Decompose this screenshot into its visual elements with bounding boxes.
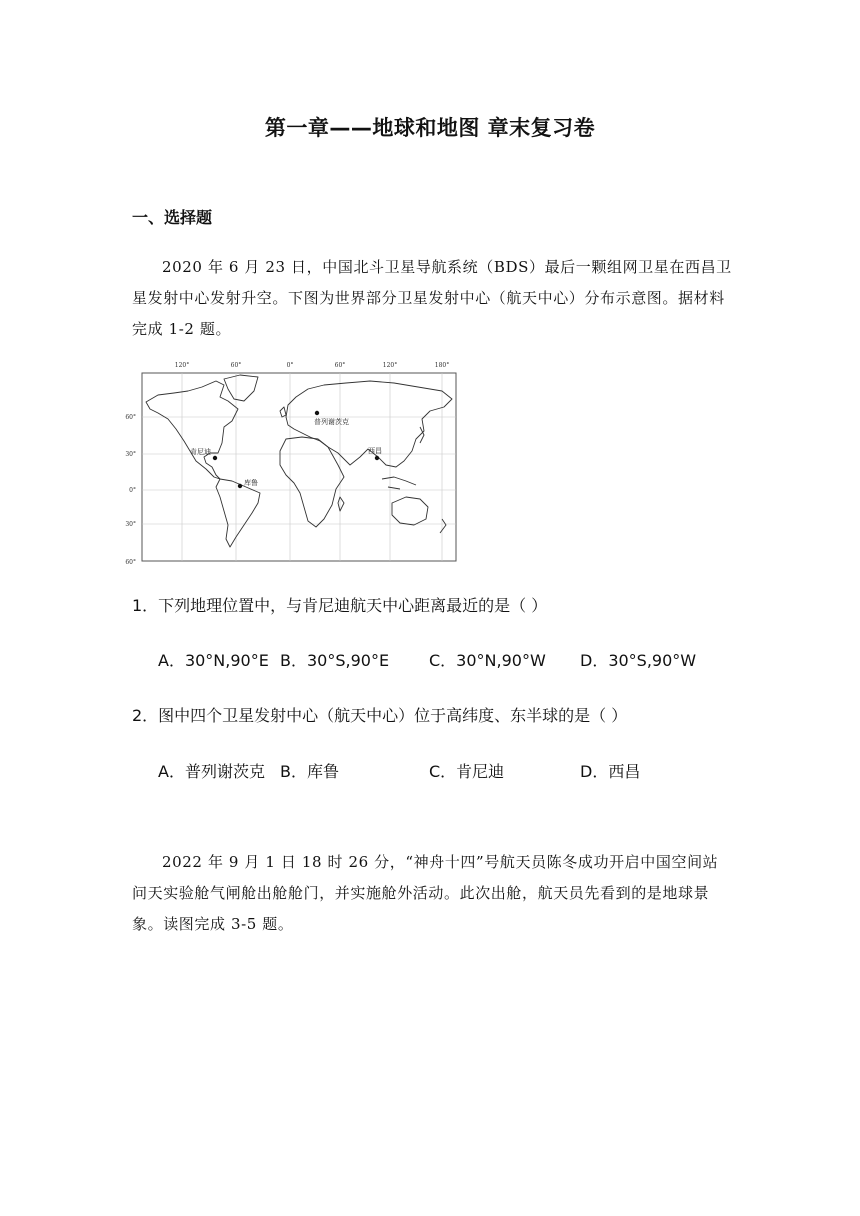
world-launch-sites-map: [124, 357, 460, 569]
section-heading: 一、选择题: [132, 208, 213, 227]
xichang-label: 西昌: [368, 447, 382, 455]
question-1: 1．下列地理位置中，与肯尼迪航天中心距离最近的是（ ）: [132, 596, 548, 615]
map-left-tick: 60°: [125, 414, 136, 421]
map-top-tick: 120°: [174, 362, 190, 369]
passage-1: 2020 年 6 月 23 日，中国北斗卫星导航系统（BDS）最后一颗组网卫星在西昌卫星发射中心发射升空。下图为世界部分卫星发射中心（航天中心）分布示意图。据材料完成 1-2 题。: [132, 258, 732, 338]
question-1-option-c[interactable]: C．30°N,90°W: [429, 651, 546, 670]
map-left-tick: 30°: [125, 521, 136, 528]
kourou-marker: [238, 484, 242, 488]
map-left-tick: 0°: [129, 487, 136, 494]
question-1-option-d[interactable]: D．30°S,90°W: [580, 651, 697, 670]
question-2-options: [158, 759, 758, 783]
map-left-tick: 60°: [125, 559, 136, 566]
kennedy-label: 肯尼迪: [190, 448, 211, 456]
question-1-options: [158, 648, 758, 672]
map-top-tick: 120°: [382, 362, 398, 369]
map-top-tick: 60°: [230, 362, 242, 369]
question-1-option-a[interactable]: A．30°N,90°E: [158, 651, 269, 670]
plesetsk-marker: [315, 411, 319, 415]
kennedy-marker: [213, 456, 217, 460]
question-1-option-b[interactable]: B．30°S,90°E: [280, 651, 390, 670]
question-2-option-a[interactable]: A．普列谢茨克: [158, 762, 265, 781]
question-2-option-b[interactable]: B．库鲁: [280, 762, 339, 781]
map-frame: [142, 373, 456, 561]
page-title: 第一章——地球和地图 章末复习卷: [264, 116, 596, 140]
plesetsk-label: 普列谢茨克: [314, 418, 349, 426]
xichang-marker: [375, 456, 379, 460]
question-2: 2．图中四个卫星发射中心（航天中心）位于高纬度、东半球的是（ ）: [132, 706, 628, 725]
passage-2: 2022 年 9 月 1 日 18 时 26 分，“神舟十四”号航天员陈冬成功开启中国空间站问天实验舱气闸舱出舱舱门，并实施舱外活动。此次出舱，航天员先看到的是地球景象。读图完成 3-5 题。: [132, 853, 719, 933]
kourou-label: 库鲁: [244, 479, 258, 487]
map-top-tick: 180°: [434, 362, 450, 369]
map-top-tick: 0°: [286, 362, 294, 369]
question-2-option-c[interactable]: C．肯尼迪: [429, 762, 505, 781]
map-left-tick: 30°: [125, 451, 136, 458]
question-2-option-d[interactable]: D．西昌: [580, 762, 641, 781]
map-top-tick: 60°: [334, 362, 346, 369]
